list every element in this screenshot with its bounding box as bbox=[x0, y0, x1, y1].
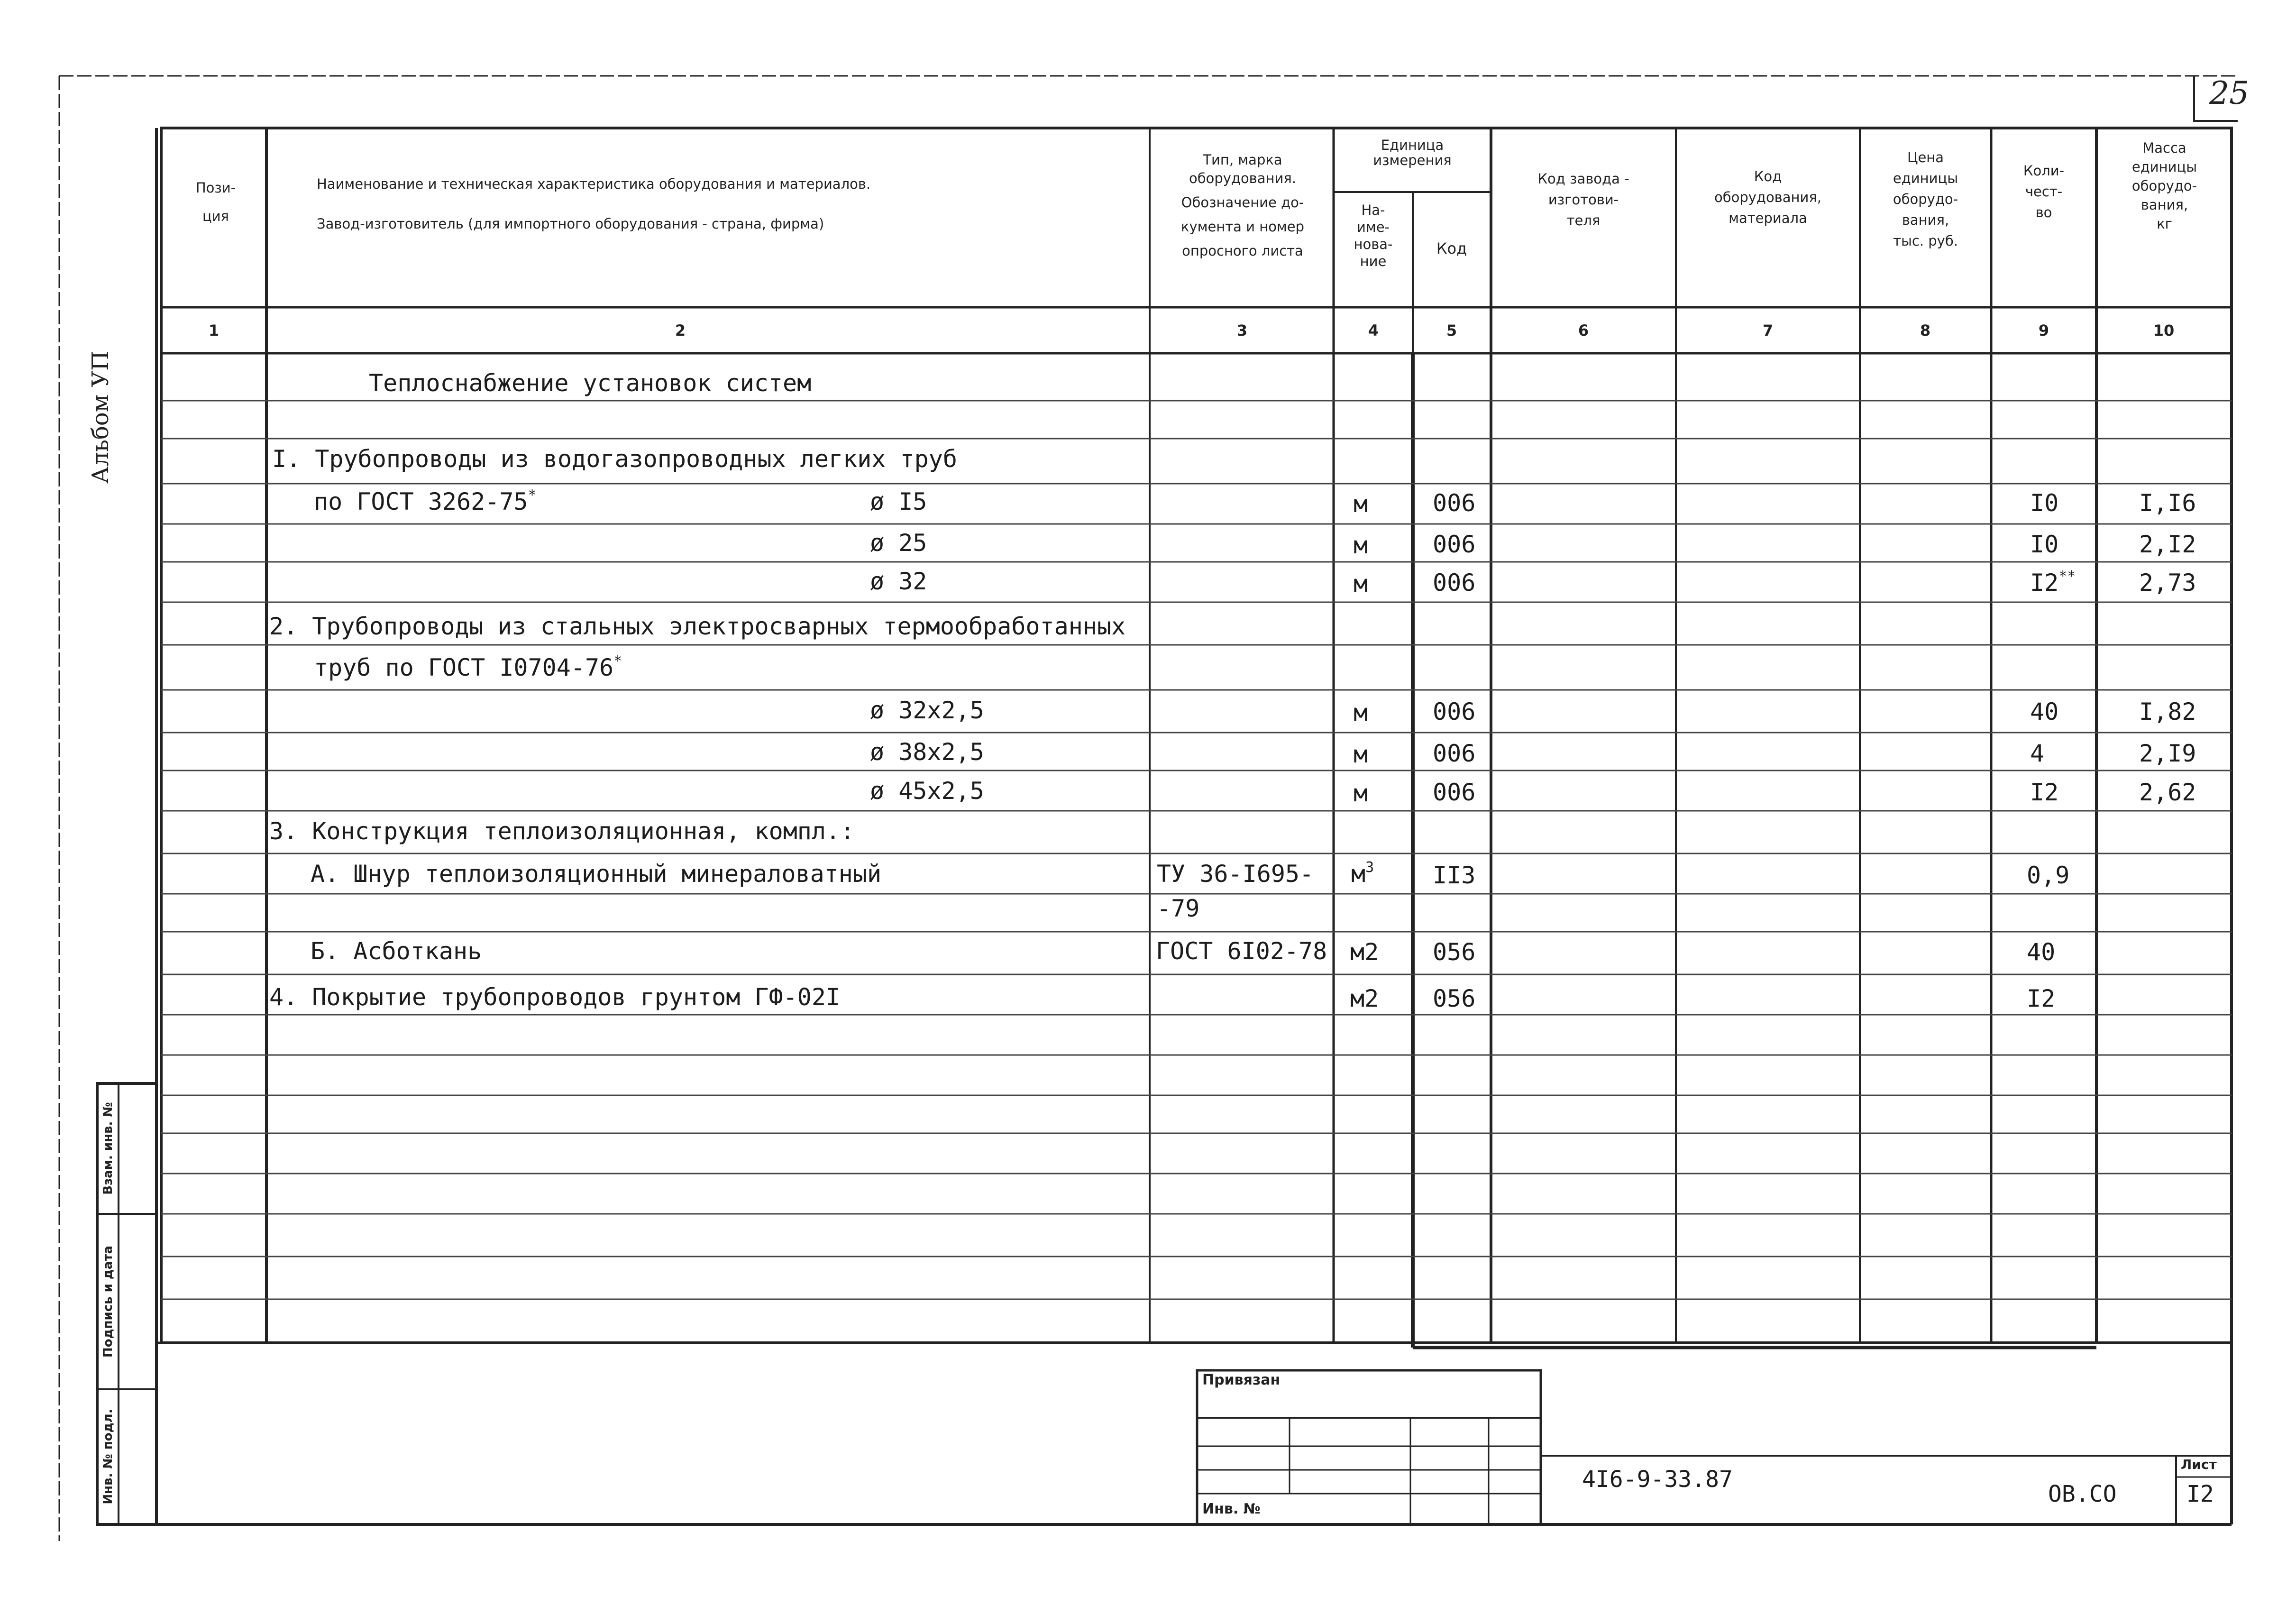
unit-code: 006 bbox=[1433, 740, 1476, 767]
header-unit-group: Единица измерения bbox=[1373, 137, 1452, 168]
unit-code: 006 bbox=[1433, 489, 1476, 517]
mass: I,82 bbox=[2139, 698, 2196, 725]
side-stamp-label: Инв. № подл. bbox=[101, 1409, 115, 1505]
unit-name: м bbox=[1354, 490, 1368, 518]
section-2-title: 2. Трубопроводы из стальных электросварных термообработанных bbox=[269, 613, 1126, 640]
quantity: I0 bbox=[2030, 531, 2059, 558]
column-number: 7 bbox=[1762, 321, 1774, 339]
side-stamp-label: Взам. инв. № bbox=[101, 1102, 115, 1195]
quantity: 0,9 bbox=[2027, 862, 2070, 889]
header-price: Цена единицы оборудо- вания, тыс. руб. bbox=[1893, 149, 1958, 249]
page-number: 25 bbox=[2209, 75, 2249, 111]
mass: 2,I9 bbox=[2139, 740, 2196, 767]
section-title: Теплоснабжение установок систем bbox=[369, 369, 812, 397]
header-maker-code: Код завода - изготови- теля bbox=[1537, 171, 1629, 229]
header-name: Наименование и техническая характеристика оборудования и материалов. Завод-изготовитель (для импортного оборудования - страна, фирма) bbox=[317, 176, 871, 232]
column-number: 1 bbox=[208, 321, 220, 339]
column-number: 9 bbox=[2038, 321, 2049, 339]
unit-code: 006 bbox=[1433, 569, 1476, 596]
quantity: I2 bbox=[2030, 779, 2059, 806]
item-3b: Б. Асботкань bbox=[311, 937, 482, 965]
column-number: 10 bbox=[2153, 321, 2175, 339]
item-3b-type: ГОСТ 6I02-78 bbox=[1156, 937, 1327, 965]
unit-name: м bbox=[1354, 532, 1368, 559]
section-4-title: 4. Покрытие трубопроводов грунтом ГФ-02I bbox=[269, 983, 841, 1011]
pipe-size: ø 38х2,5 bbox=[870, 738, 984, 766]
mass: 2,62 bbox=[2139, 779, 2196, 806]
column-number: 2 bbox=[675, 321, 686, 339]
unit-code: 056 bbox=[1433, 985, 1476, 1012]
header-unit-code: Код bbox=[1436, 239, 1467, 257]
pipe-size: ø 32 bbox=[870, 568, 927, 595]
quantity: I0 bbox=[2030, 489, 2059, 517]
item-3a-type-cont: -79 bbox=[1157, 895, 1200, 922]
header-unit-name: На- име- нова- ние bbox=[1354, 202, 1393, 269]
column-number: 8 bbox=[1920, 321, 1931, 339]
quantity: 40 bbox=[2027, 938, 2056, 966]
sheet-number: I2 bbox=[2186, 1481, 2214, 1507]
album-label: Альбом УП bbox=[87, 351, 114, 484]
unit-code: 006 bbox=[1433, 698, 1476, 725]
header-mass: Масса единицы оборудо- вания, кг bbox=[2131, 140, 2197, 232]
document-mark: ОВ.СО bbox=[2048, 1481, 2117, 1507]
sheet-label: Лист bbox=[2181, 1457, 2217, 1472]
unit-code: 006 bbox=[1433, 779, 1476, 806]
column-number: 6 bbox=[1578, 321, 1589, 339]
section-1-standard: по ГОСТ 3262-75* bbox=[314, 487, 537, 515]
unit-name: м bbox=[1354, 741, 1368, 768]
pipe-size: ø 32х2,5 bbox=[870, 697, 984, 724]
quantity: I2 bbox=[2027, 985, 2056, 1012]
column-number: 5 bbox=[1446, 321, 1457, 339]
side-stamp-label: Подпись и дата bbox=[101, 1245, 115, 1358]
unit-name: м2 bbox=[1350, 985, 1379, 1012]
unit-name: $м^3$ bbox=[1351, 859, 1374, 888]
column-number: 3 bbox=[1236, 321, 1248, 339]
unit-name: м bbox=[1354, 699, 1368, 726]
section-1-title: I. Трубопроводы из водогазопроводных легких труб bbox=[272, 445, 957, 473]
unit-code: II3 bbox=[1433, 862, 1476, 889]
stamp-linked-label: Привязан bbox=[1202, 1372, 1281, 1388]
unit-name: м bbox=[1354, 780, 1368, 807]
unit-code: 056 bbox=[1433, 938, 1476, 966]
document-code: 4I6-9-33.87 bbox=[1582, 1466, 1733, 1493]
unit-name: м bbox=[1354, 570, 1368, 597]
item-3a: А. Шнур теплоизоляционный минераловатный bbox=[311, 860, 882, 888]
unit-name: м2 bbox=[1350, 938, 1379, 966]
quantity: I2** bbox=[2030, 568, 2076, 596]
pipe-size: ø 45х2,5 bbox=[870, 777, 984, 805]
unit-code: 006 bbox=[1433, 531, 1476, 558]
header-quantity: Коли- чест- во bbox=[2023, 163, 2065, 220]
column-number: 4 bbox=[1368, 321, 1379, 339]
header-position: Пози- ция bbox=[195, 180, 236, 224]
mass: 2,73 bbox=[2139, 569, 2196, 596]
pipe-size: ø I5 bbox=[870, 488, 927, 515]
quantity: 4 bbox=[2030, 740, 2045, 767]
pipe-size: ø 25 bbox=[870, 529, 927, 557]
mass: 2,I2 bbox=[2139, 531, 2196, 558]
section-2-standard: труб по ГОСТ I0704-76* bbox=[314, 653, 622, 681]
quantity: 40 bbox=[2030, 698, 2059, 725]
stamp-inventory-label: Инв. № bbox=[1202, 1501, 1261, 1517]
section-3-title: 3. Конструкция теплоизоляционная, компл.: bbox=[269, 817, 855, 845]
header-equipment-code: Код оборудования, материала bbox=[1714, 168, 1822, 226]
mass: I,I6 bbox=[2139, 489, 2196, 517]
header-type: Тип, марка оборудования. Обозначение до- кумента и номер опросного листа bbox=[1180, 152, 1305, 259]
item-3a-type: ТУ 36-I695- bbox=[1157, 860, 1314, 888]
